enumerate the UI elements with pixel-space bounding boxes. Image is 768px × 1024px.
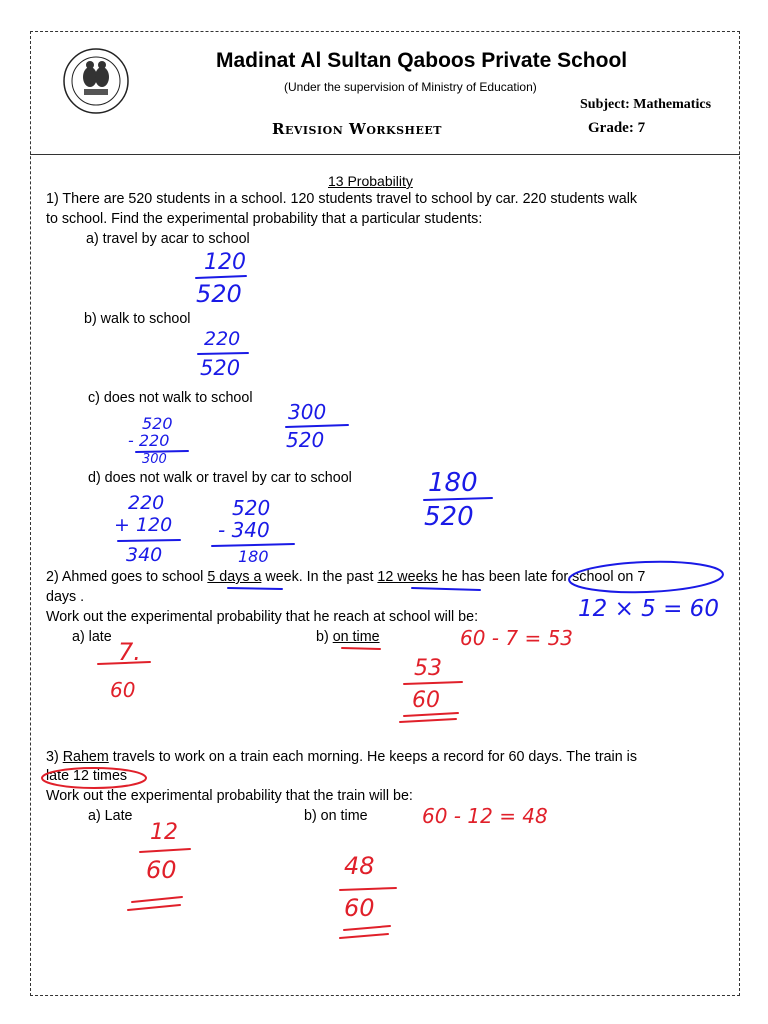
hw-1d-addend2: + 120 [114, 514, 173, 536]
subject-label: Subject: Mathematics [580, 97, 712, 112]
hw-q3a-numerator: 12 [150, 820, 178, 845]
hw-1d-result: 180 [238, 547, 269, 566]
hw-1d-sum: 340 [126, 544, 163, 566]
hw-1b-numerator: 220 [204, 328, 241, 350]
q2-part-b: b) on time [316, 629, 380, 645]
hw-q2a-denominator: 60 [110, 678, 136, 702]
hw-1d-numerator: 180 [428, 468, 478, 498]
hw-1b-denominator: 520 [200, 356, 241, 380]
q1-line2: to school. Find the experimental probability that a particular students: [46, 211, 483, 227]
hw-1c-subtrahend: - 220 [128, 431, 170, 450]
hw-q2b-calc: 60 - 7 = 53 [460, 626, 574, 650]
header-divider [30, 154, 740, 155]
hw-1d-subtrahend: - 340 [218, 518, 270, 542]
q3-part-b: b) on time [304, 808, 368, 824]
q1-line1: 1) There are 520 students in a school. 120 students travel to school by car. 220 students walk [46, 191, 638, 207]
worksheet-title: Revision Worksheet [272, 120, 442, 138]
q1-part-d: d) does not walk or travel by car to school [88, 470, 352, 486]
hw-1c-result: 300 [142, 452, 167, 467]
hw-1d-addend1: 220 [128, 492, 165, 514]
q3-part-a: a) Late [88, 808, 133, 824]
hw-q2b-numerator: 53 [414, 656, 442, 681]
hw-q3b-calc: 60 - 12 = 48 [422, 804, 548, 828]
hw-1c-numerator: 300 [288, 400, 327, 424]
q3-line2: late 12 times [46, 768, 128, 784]
q2-line2: days . [46, 589, 85, 605]
hw-q2a-numerator: 7. [118, 638, 141, 666]
school-logo [62, 47, 130, 115]
hw-q2-calc: 12 × 5 = 60 [578, 596, 719, 622]
q2-line3: Work out the experimental probability that he reach at school will be: [46, 609, 479, 625]
grade-label: Grade: 7 [588, 120, 646, 136]
hw-1c-minuend: 520 [142, 414, 173, 433]
q1-part-c: c) does not walk to school [88, 390, 253, 406]
q2-part-a: a) late [72, 629, 112, 645]
hw-1c-denominator: 520 [286, 428, 325, 452]
hw-q3b-numerator: 48 [344, 852, 375, 880]
supervision-note: (Under the supervision of Ministry of Education) [284, 80, 537, 94]
q3-line3: Work out the experimental probability that the train will be: [46, 788, 413, 804]
hw-1d-minuend: 520 [232, 496, 271, 520]
school-name: Madinat Al Sultan Qaboos Private School [216, 49, 628, 72]
hw-1a-numerator: 120 [204, 250, 246, 275]
hw-q3a-denominator: 60 [146, 856, 177, 884]
section-title: 13 Probability [328, 173, 413, 189]
q1-part-b: b) walk to school [84, 311, 191, 327]
q3-line1: 3) Rahem travels to work on a train each morning. He keeps a record for 60 days. The train is [46, 749, 637, 765]
hw-q3b-denominator: 60 [344, 894, 375, 922]
hw-1a-denominator: 520 [196, 280, 242, 308]
hw-1d-denominator: 520 [424, 502, 474, 532]
q1-part-a: a) travel by acar to school [86, 231, 250, 247]
hw-q2b-denominator: 60 [412, 688, 440, 713]
q2-line1: 2) Ahmed goes to school 5 days a week. In the past 12 weeks he has been late for school on 7 [46, 569, 646, 585]
